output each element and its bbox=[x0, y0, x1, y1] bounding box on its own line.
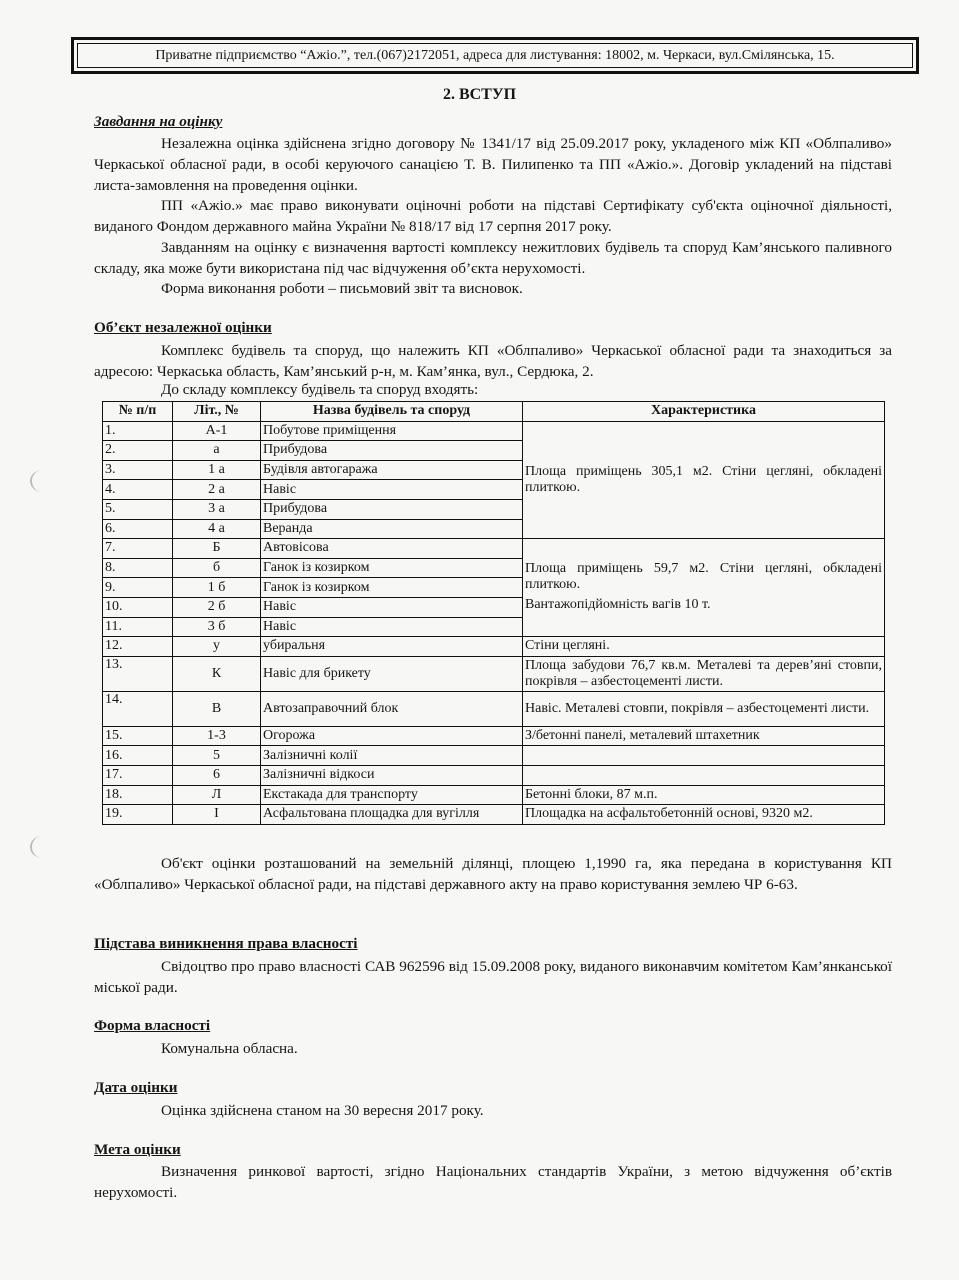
row-number: 12. bbox=[103, 637, 173, 657]
row-building-name: Прибудова bbox=[261, 441, 523, 461]
row-letter: а bbox=[173, 441, 261, 461]
row-letter: 5 bbox=[173, 746, 261, 766]
buildings-table bbox=[102, 401, 885, 825]
section-title: 2. ВСТУП bbox=[442, 86, 517, 103]
task-paragraph-1: Незалежна оцінка здійснена згідно договору № 1341/17 від 25.09.2017 року, укладеного між КП «Облпаливо» Черкаської обласної ради, в особі керуючого санацією Т. В. Пилипенко та ПП «Ажіо.». Договір укладений на підставі листа-замовлення на проведення оцінки. bbox=[94, 135, 892, 194]
row-letter: І bbox=[173, 805, 261, 825]
purpose-text: Визначення ринкової вартості, згідно Національних стандартів України, з метою відчуження об’єктів нерухомості. bbox=[94, 1163, 892, 1201]
row-characteristic: Площадка на асфальтобетонній основі, 9320 м2. bbox=[523, 805, 885, 825]
table-row bbox=[103, 785, 885, 805]
company-header-box bbox=[71, 37, 919, 74]
row-building-name: Побутове приміщення bbox=[261, 421, 523, 441]
row-building-name: Веранда bbox=[261, 519, 523, 539]
object-paragraph-1: Комплекс будівель та споруд, що належить КП «Облпаливо» Черкаської обласної ради та знаходиться за адресою: Черкаська область, Кам’янський р-н, м. Кам’янка, вул., Сердюка, 2. bbox=[94, 342, 892, 380]
row-building-name: Будівля автогаража bbox=[261, 460, 523, 480]
row-letter: 6 bbox=[173, 765, 261, 785]
row-number: 10. bbox=[103, 597, 173, 617]
valuation-date-text: Оцінка здійснена станом на 30 вересня 2017 року. bbox=[161, 1102, 484, 1119]
row-characteristic: Навіс. Металеві стовпи, покрівля – азбестоцементі листи. bbox=[523, 691, 885, 726]
table-header-cell: Назва будівель та споруд bbox=[261, 402, 523, 422]
row-number: 19. bbox=[103, 805, 173, 825]
table-row bbox=[103, 805, 885, 825]
ownership-basis-text: Свідоцтво про право власності САВ 962596 від 15.09.2008 року, виданого виконавчим комітетом Кам’янканської міської ради. bbox=[94, 958, 892, 996]
row-building-name: Ганок із козирком bbox=[261, 558, 523, 578]
row-characteristic: Площа приміщень 305,1 м2. Стіни цегляні, обкладені плиткою. bbox=[523, 421, 885, 539]
row-number: 3. bbox=[103, 460, 173, 480]
row-building-name: Автовісова bbox=[261, 539, 523, 559]
row-letter: 4 а bbox=[173, 519, 261, 539]
row-building-name: Прибудова bbox=[261, 499, 523, 519]
row-characteristic bbox=[523, 746, 885, 766]
row-number: 13. bbox=[103, 656, 173, 691]
row-number: 9. bbox=[103, 578, 173, 598]
table-row bbox=[103, 637, 885, 657]
row-number: 16. bbox=[103, 746, 173, 766]
row-building-name: Асфальтована площадка для вугілля bbox=[261, 805, 523, 825]
task-paragraph-2: ПП «Ажіо.» має право виконувати оціночні роботи на підставі Сертифікату суб'єкта оціночної діяльності, виданого Фондом державного майна України № 818/17 від 17 серпня 2017 року. bbox=[94, 197, 892, 235]
row-letter: Б bbox=[173, 539, 261, 559]
row-characteristic bbox=[523, 765, 885, 785]
row-characteristic bbox=[523, 539, 885, 637]
object-heading: Об’єкт незалежної оцінки bbox=[94, 319, 272, 336]
table-row bbox=[103, 421, 885, 441]
ownership-form-text: Комунальна обласна. bbox=[161, 1040, 298, 1057]
task-paragraph-3: Завданням на оцінку є визначення вартості комплексу нежитлових будівель та споруд Кам’янського паливного складу, яка може бути використана під час відчуження об’єкта нерухомості. bbox=[94, 239, 892, 277]
row-letter: А-1 bbox=[173, 421, 261, 441]
row-letter: К bbox=[173, 656, 261, 691]
binder-hole-mark bbox=[30, 470, 54, 492]
row-building-name: Ганок із козирком bbox=[261, 578, 523, 598]
row-letter: 1 а bbox=[173, 460, 261, 480]
row-letter: 1 б bbox=[173, 578, 261, 598]
row-building-name: Навіс для брикету bbox=[261, 656, 523, 691]
characteristic-text: Вантажопідйомність вагів 10 т. bbox=[525, 596, 711, 612]
table-row bbox=[103, 765, 885, 785]
row-number: 4. bbox=[103, 480, 173, 500]
row-characteristic: Площа забудови 76,7 кв.м. Металеві та дерев’яні стовпи, покрівля – азбестоцементі листи. bbox=[523, 656, 885, 691]
binder-hole-mark bbox=[30, 836, 54, 858]
ownership-form-heading: Форма власності bbox=[94, 1017, 211, 1034]
table-header-cell: Літ., № bbox=[173, 402, 261, 422]
task-heading: Завдання на оцінку bbox=[94, 113, 223, 130]
row-characteristic: Бетонні блоки, 87 м.п. bbox=[523, 785, 885, 805]
table-row bbox=[103, 656, 885, 691]
ownership-basis-heading: Підстава виникнення права власності bbox=[94, 935, 358, 952]
task-paragraph-4: Форма виконання роботи – письмовий звіт та висновок. bbox=[161, 280, 523, 297]
row-letter: б bbox=[173, 558, 261, 578]
row-building-name: Огорожа bbox=[261, 726, 523, 746]
row-number: 2. bbox=[103, 441, 173, 461]
table-row bbox=[103, 726, 885, 746]
row-characteristic: Стіни цегляні. bbox=[523, 637, 885, 657]
row-letter: Л bbox=[173, 785, 261, 805]
row-building-name: убиральня bbox=[261, 637, 523, 657]
row-number: 7. bbox=[103, 539, 173, 559]
row-characteristic: З/бетонні панелі, металевий штахетник bbox=[523, 726, 885, 746]
row-number: 14. bbox=[103, 691, 173, 726]
row-building-name: Залізничні колії bbox=[261, 746, 523, 766]
row-number: 11. bbox=[103, 617, 173, 637]
row-number: 6. bbox=[103, 519, 173, 539]
row-building-name: Навіс bbox=[261, 597, 523, 617]
row-number: 8. bbox=[103, 558, 173, 578]
row-number: 18. bbox=[103, 785, 173, 805]
table-header-row bbox=[103, 402, 885, 422]
row-building-name: Залізничні відкоси bbox=[261, 765, 523, 785]
row-letter: у bbox=[173, 637, 261, 657]
row-number: 5. bbox=[103, 499, 173, 519]
object-paragraph-3: Об'єкт оцінки розташований на земельній ділянці, площею 1,1990 га, яка передана в користування КП «Облпаливо» Черкаської обласної ради, на підставі державного акту на право користування землею ЧР 6-63. bbox=[94, 855, 892, 893]
row-letter: 2 б bbox=[173, 597, 261, 617]
row-number: 17. bbox=[103, 765, 173, 785]
table-row bbox=[103, 691, 885, 726]
row-letter: 3 б bbox=[173, 617, 261, 637]
company-header-text: Приватне підприємство “Ажіо.”, тел.(067)2172051, адреса для листування: 18002, м. Черкаси, вул.Смілянська, 15. bbox=[77, 43, 913, 68]
row-letter: В bbox=[173, 691, 261, 726]
row-letter: 3 а bbox=[173, 499, 261, 519]
characteristic-text: Площа приміщень 59,7 м2. Стіни цегляні, обкладені плиткою. bbox=[525, 560, 882, 592]
row-number: 1. bbox=[103, 421, 173, 441]
row-letter: 1-3 bbox=[173, 726, 261, 746]
row-building-name: Екстакада для транспорту bbox=[261, 785, 523, 805]
table-header-cell: № п/п bbox=[103, 402, 173, 422]
row-building-name: Навіс bbox=[261, 617, 523, 637]
purpose-heading: Мета оцінки bbox=[94, 1141, 181, 1158]
row-building-name: Навіс bbox=[261, 480, 523, 500]
row-building-name: Автозаправочний блок bbox=[261, 691, 523, 726]
table-row bbox=[103, 746, 885, 766]
row-number: 15. bbox=[103, 726, 173, 746]
table-row bbox=[103, 539, 885, 559]
table-header-cell: Характеристика bbox=[523, 402, 885, 422]
row-letter: 2 а bbox=[173, 480, 261, 500]
valuation-date-heading: Дата оцінки bbox=[94, 1079, 178, 1096]
object-paragraph-2: До складу комплексу будівель та споруд входять: bbox=[161, 381, 479, 398]
